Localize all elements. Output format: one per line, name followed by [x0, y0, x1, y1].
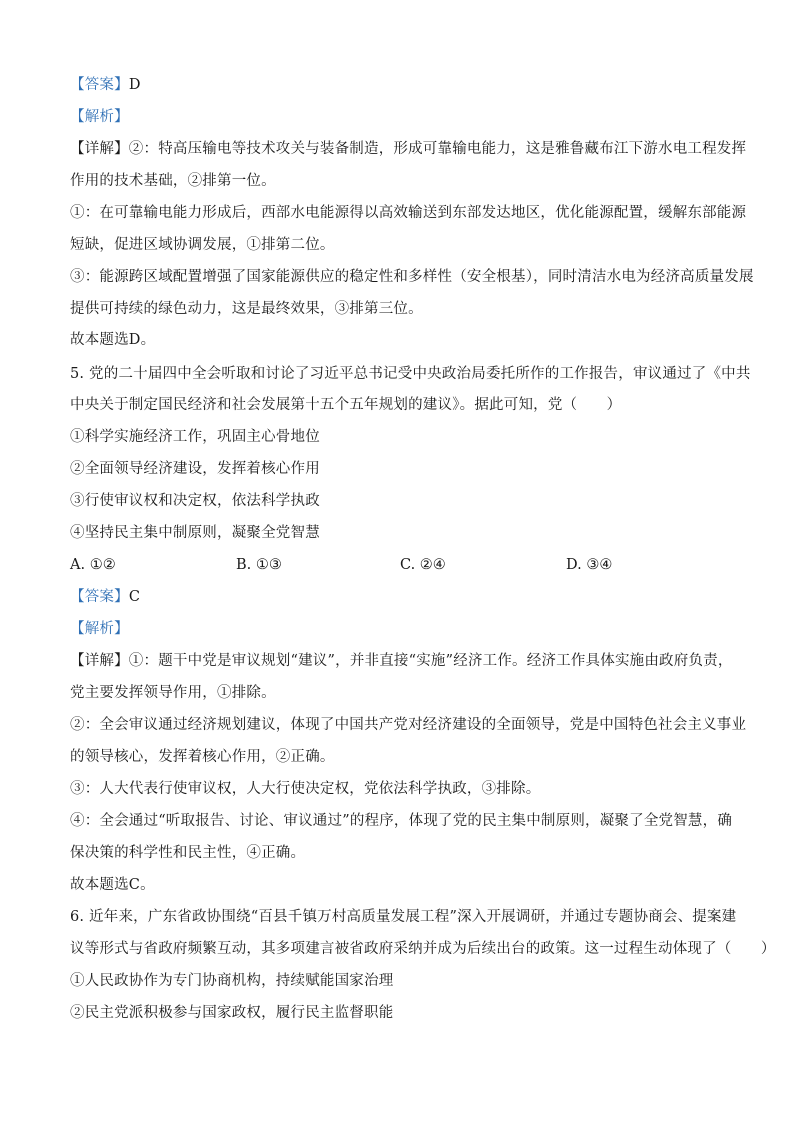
question-5-line: 5. 党的二十届四中全会听取和讨论了习近平总书记受中央政治局委托所作的工作报告，审议通过了《中共 [70, 366, 751, 382]
statement-line: ①科学实施经济工作，巩固主心骨地位 [70, 429, 320, 445]
text-line: 故本题选D。 [70, 332, 156, 348]
answer-line [70, 588, 140, 606]
statement-line: ①人民政协作为专门协商机构，持续赋能国家治理 [70, 973, 394, 989]
text-line: 【详解】①：题干中党是审议规划“建议”，并非直接“实施”经济工作。经济工作具体实施由政府负责， [70, 653, 733, 669]
option-b: B. ①③ [236, 557, 282, 573]
text-line: ①：在可靠输电能力形成后，西部水电能源得以高效输送到东部发达地区，优化能源配置，缓解东部能源 [70, 205, 747, 221]
statement-line: ③行使审议权和决定权，依法科学执政 [70, 493, 320, 509]
analysis-line [70, 620, 129, 638]
text-line: ③：人大代表行使审议权，人大行使决定权，党依法科学执政，③排除。 [70, 781, 541, 797]
text-line: ④：全会通过“听取报告、讨论、审议通过”的程序，体现了党的民主集中制原则，凝聚了全党智慧，确 [70, 813, 733, 829]
text-line: 党主要发挥领导作用，①排除。 [70, 685, 276, 701]
answer-line [70, 76, 141, 94]
text-line: 作用的技术基础，②排第一位。 [70, 173, 276, 189]
question-5-line: 中央关于制定国民经济和社会发展第十五个五年规划的建议》。据此可知，党（ ） [70, 397, 622, 413]
statement-line: ②全面领导经济建设，发挥着核心作用 [70, 461, 320, 477]
question-6-line: 议等形式与省政府频繁互动，其多项建言被省政府采纳并成为后续出台的政策。这一过程生动体现了（ ） [70, 941, 776, 957]
text-line: 保决策的科学性和民主性，④正确。 [70, 845, 306, 861]
option-a: A. ①② [70, 557, 116, 573]
text-line: 的领导核心，发挥着核心作用，②正确。 [70, 749, 335, 765]
option-c: C. ②④ [400, 557, 446, 573]
answer-tag: 【答案】 [70, 77, 129, 93]
text-line: 短缺，促进区域协调发展，①排第二位。 [70, 237, 335, 253]
analysis-line [70, 108, 129, 126]
analysis-tag: 【解析】 [70, 109, 129, 125]
text-line: 【详解】②：特高压输电等技术攻关与装备制造，形成可靠输电能力，这是雅鲁藏布江下游水电工程发挥 [70, 141, 747, 157]
option-d: D. ③④ [566, 557, 613, 573]
text-line: ③：能源跨区域配置增强了国家能源供应的稳定性和多样性（安全根基），同时清洁水电为经济高质量发展 [70, 269, 754, 285]
answer-value: D [128, 77, 141, 93]
statement-line: ④坚持民主集中制原则，凝聚全党智慧 [70, 525, 320, 541]
question-6-line: 6. 近年来，广东省政协围绕“百县千镇万村高质量发展工程”深入开展调研，并通过专题协商会、提案建 [70, 909, 737, 925]
answer-tag: 【答案】 [70, 589, 129, 605]
text-line: 提供可持续的绿色动力，这是最终效果，③排第三位。 [70, 301, 423, 317]
analysis-tag: 【解析】 [70, 621, 129, 637]
statement-line: ②民主党派积极参与国家政权，履行民主监督职能 [70, 1005, 394, 1021]
answer-value: C [128, 589, 141, 605]
text-line: 故本题选C。 [70, 877, 155, 893]
text-line: ②：全会审议通过经济规划建议，体现了中国共产党对经济建设的全面领导，党是中国特色社会主义事业 [70, 717, 747, 733]
